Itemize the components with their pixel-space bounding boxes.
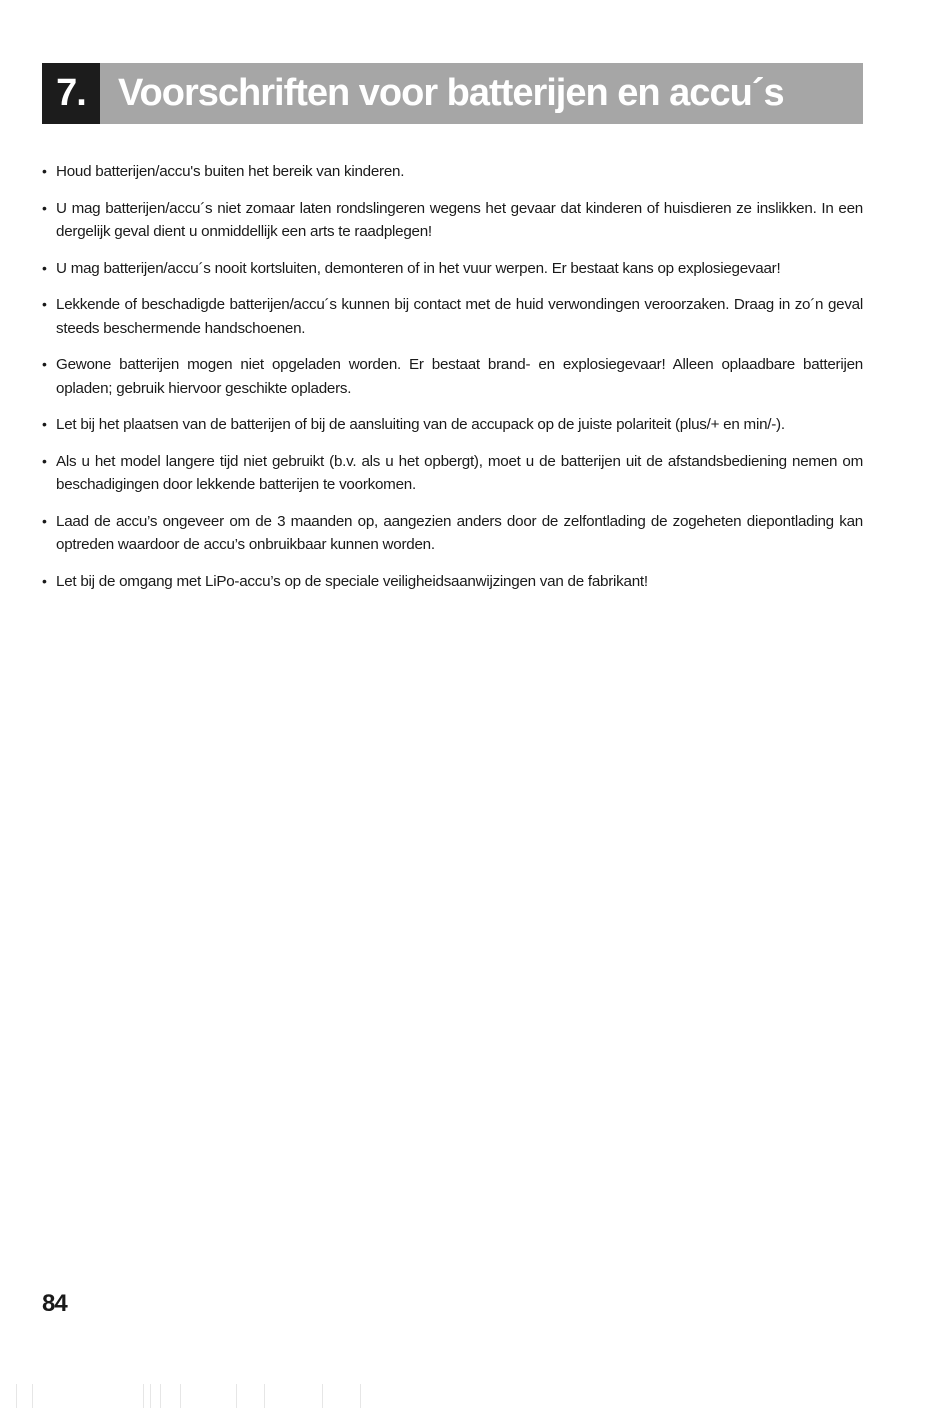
list-item-text: Houd batterijen/accu's buiten het bereik van kinderen. [56,163,405,180]
list-item [42,570,863,594]
list-item-text: Als u het model langere tijd niet gebruikt (b.v. als u het opbergt), moet u de batterijen uit de afstandsbediening nemen om beschadigingen door lekkende batterijen te voorkomen. [56,452,863,493]
bullet-icon: • [42,296,47,312]
list-item [42,510,863,557]
list-item-text: Lekkende of beschadigde batterijen/accu´s kunnen bij contact met de huid verwondingen veroorzaken. Draag in zo´n geval steeds beschermende handschoenen. [56,296,863,337]
list-item-text: U mag batterijen/accu´s nooit kortsluiten, demonteren of in het vuur werpen. Er bestaat kans op explosiegevaar! [56,259,781,277]
bullet-icon: • [42,199,47,216]
list-item [42,257,863,281]
section-title: Voorschriften voor batterijen en accu´s [100,63,863,124]
bullet-icon: • [42,572,47,589]
list-item [42,450,863,497]
footer-divider-marks [0,1384,950,1410]
bullet-icon: • [42,416,47,432]
bullet-icon: • [42,512,47,529]
list-item-text: Laad de accu’s ongeveer om de 3 maanden op, aangezien anders door de zelfontlading de zogeheten diepontlading kan optreden waardoor de accu’s onbruikbaar kunnen worden. [56,512,863,553]
bullet-icon: • [42,452,47,469]
list-item-text: Let bij het plaatsen van de batterijen of bij de aansluiting van de accupack op de juiste polariteit (plus/+ en min/-). [56,416,785,433]
list-item [42,413,863,437]
page-number: 84 [42,1290,67,1317]
list-item-text: Let bij de omgang met LiPo-accu’s op de speciale veiligheidsaanwijzingen van de fabrikant! [56,572,648,590]
bullet-icon: • [42,163,47,179]
list-item [42,197,863,244]
list-item-text: Gewone batterijen mogen niet opgeladen worden. Er bestaat brand- en explosiegevaar! Alleen oplaadbare batterijen opladen; gebruik hiervoor geschikte opladers. [56,356,863,397]
bullet-icon: • [42,356,47,372]
bullet-icon: • [42,259,47,276]
bullet-list [42,160,863,606]
section-number: 7. [42,63,100,124]
section-header [42,63,863,124]
list-item [42,353,863,400]
list-item-text: U mag batterijen/accu´s niet zomaar laten rondslingeren wegens het gevaar dat kinderen of huisdieren ze inslikken. In een dergelijk geval dient u onmiddellijk een arts te raadplegen! [56,199,863,240]
list-item [42,160,863,184]
list-item [42,293,863,340]
